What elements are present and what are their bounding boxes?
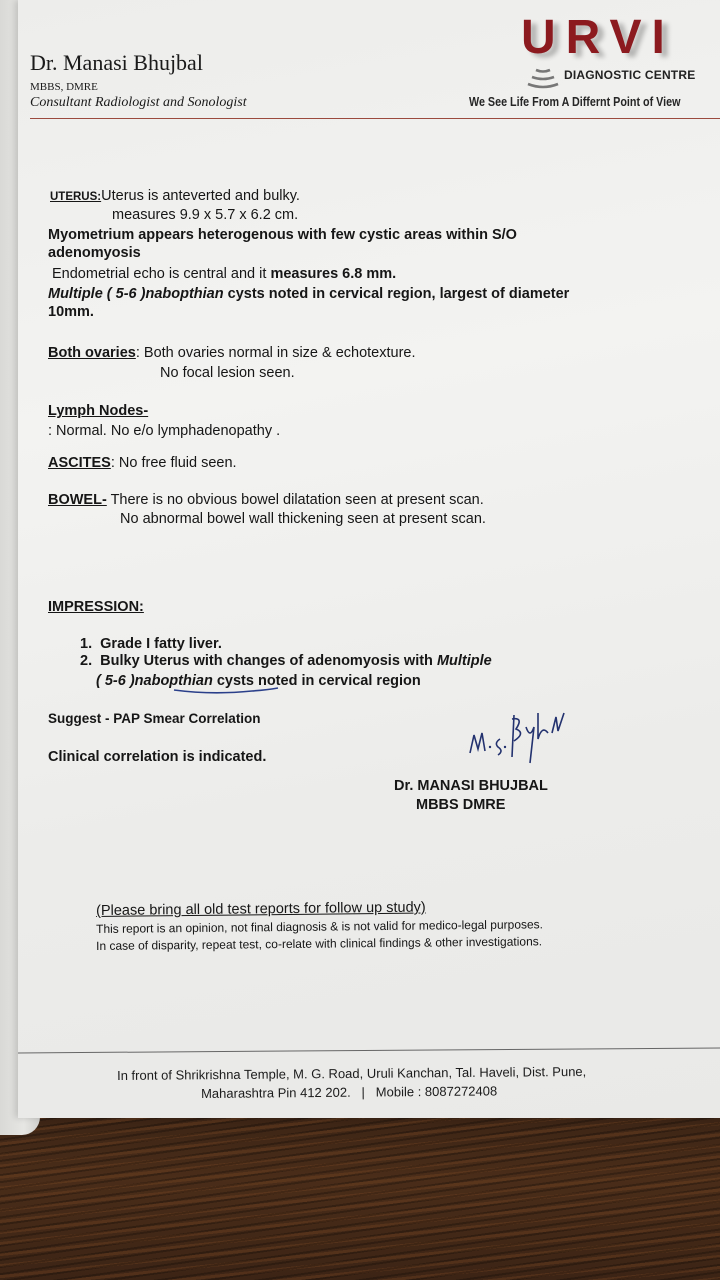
bowel-label: BOWEL-	[48, 492, 107, 508]
uterus-text-6a: Multiple ( 5-6 )nabopthian	[48, 286, 224, 302]
bowel-line-1	[48, 492, 484, 508]
ovaries-label: Both ovaries	[48, 345, 136, 361]
bowel-text-1: There is no obvious bowel dilatation seen at present scan.	[106, 492, 484, 508]
impression-item-1-number: 1.	[80, 636, 93, 652]
footer-pin: Maharashtra Pin 412 202.	[201, 1084, 351, 1101]
urvi-logo: URVI	[521, 11, 675, 64]
impression-item-2-number: 2.	[80, 653, 93, 669]
impression-label: IMPRESSION:	[48, 599, 144, 615]
uterus-line-4: adenomyosis	[48, 245, 141, 261]
ascites-label: ASCITES	[48, 455, 111, 471]
uterus-line-3: Myometrium appears heterogenous with few cystic areas within S/O	[48, 227, 517, 243]
uterus-label: UTERUS:	[50, 191, 102, 203]
wooden-table-background	[0, 1110, 720, 1280]
sound-wave-icon	[526, 66, 560, 92]
clinical-correlation-text: Clinical correlation is indicated.	[48, 749, 267, 765]
doctor-title: Consultant Radiologist and Sonologist	[30, 95, 247, 110]
uterus-line-6	[48, 286, 569, 302]
pen-underline-mark	[172, 686, 282, 696]
impression-item-2-multiple: Multiple	[436, 653, 492, 669]
logo-tagline: We See Life From A Differnt Point of View	[469, 95, 681, 109]
footer-divider	[18, 1048, 720, 1054]
logo-subtitle: DIAGNOSTIC CENTRE	[564, 68, 696, 82]
ovaries-text-1: : Both ovaries normal in size & echotexture.	[135, 345, 416, 361]
impression-item-2-text: Bulky Uterus with changes of adenomyosis with	[100, 653, 437, 669]
lymph-nodes-label: Lymph Nodes-	[48, 403, 149, 419]
ascites-line	[48, 455, 237, 471]
ovaries-line-2: No focal lesion seen.	[160, 365, 295, 381]
ascites-text: : No free fluid seen.	[110, 455, 237, 471]
footer-address-line-2	[201, 1083, 497, 1101]
disclaimer-follow-up: (Please bring all old test reports for follow up study)	[96, 899, 426, 919]
impression-item-2-cysts: cysts	[212, 673, 254, 689]
suggest-text: Suggest - PAP Smear Correlation	[48, 711, 261, 726]
impression-item-2-nabothian: ( 5-6 )nabopthian	[96, 673, 213, 689]
impression-item-2-region: noted in cervical region	[253, 673, 421, 689]
footer-address-line-1: In front of Shrikrishna Temple, M. G. Road, Uruli Kanchan, Tal. Haveli, Dist. Pune,	[117, 1063, 587, 1083]
uterus-text-5b: measures 6.8 mm.	[270, 266, 397, 282]
uterus-text-1: Uterus is anteverted and bulky.	[101, 188, 300, 204]
uterus-line-1	[50, 188, 300, 204]
bowel-line-2: No abnormal bowel wall thickening seen at present scan.	[120, 511, 486, 527]
footer-separator: |	[361, 1084, 365, 1100]
impression-item-1	[80, 636, 222, 652]
doctor-name: Dr. Manasi Bhujbal	[30, 50, 203, 75]
impression-item-1-text: Grade I fatty liver.	[100, 636, 222, 652]
uterus-text-6b: cysts noted in cervical region, largest of diameter	[223, 286, 570, 302]
ovaries-line-1	[48, 345, 416, 361]
report-page	[18, 0, 720, 1118]
uterus-line-7: 10mm.	[48, 304, 94, 320]
handwritten-signature	[468, 705, 578, 775]
disclaimer-disparity: In case of disparity, repeat test, co-relate with clinical findings & other investigations.	[96, 934, 543, 953]
lymph-nodes-text: : Normal. No e/o lymphadenopathy .	[48, 423, 281, 439]
footer-mobile: Mobile : 8087272408	[375, 1083, 498, 1100]
impression-item-2	[80, 653, 492, 669]
uterus-text-5a: Endometrial echo is central and it	[52, 266, 267, 282]
header-divider	[30, 118, 720, 119]
disclaimer-opinion: This report is an opinion, not final diagnosis & is not valid for medico-legal purposes.	[96, 917, 544, 936]
signatory-degrees: MBBS DMRE	[416, 797, 506, 813]
signatory-name: Dr. MANASI BHUJBAL	[394, 778, 548, 794]
doctor-degrees: MBBS, DMRE	[30, 81, 98, 93]
uterus-line-5	[52, 266, 396, 282]
uterus-line-2: measures 9.9 x 5.7 x 6.2 cm.	[112, 207, 299, 223]
